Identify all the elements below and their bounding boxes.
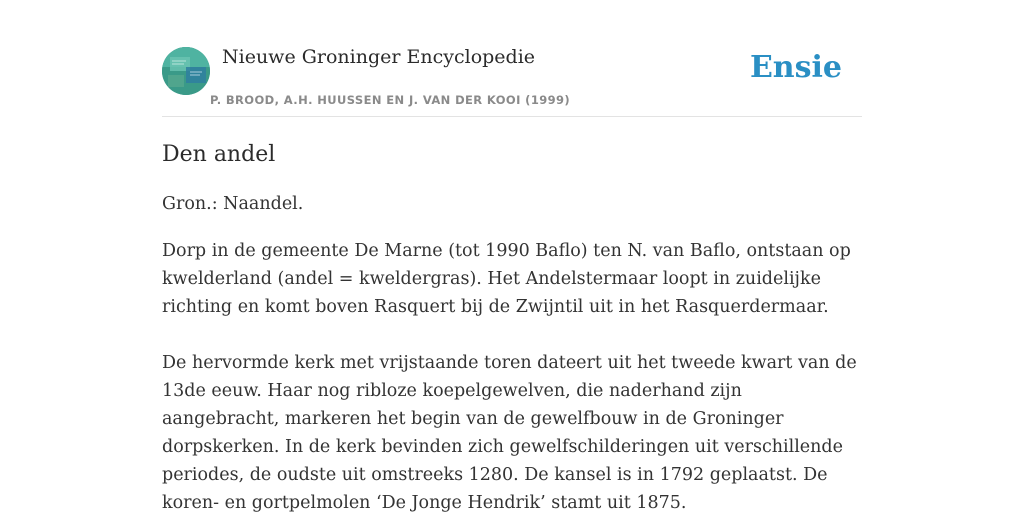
entry-paragraph: De hervormde kerk met vrijstaande toren dateert uit het tweede kwart van de 13de eeuw. Haar nog ribloze koepelgewelven, die naderhand zijn aangebracht, markeren het begin van de gewelfbouw in de Groninger dorpskerken. In de kerk bevinden zich gewelfschilderingen uit verschillende periodes, de oudste uit omstreeks 1280. De kansel is in 1792 geplaatst. De koren- en gortpelmolen ‘De Jonge Hendrik’ stamt uit 1875. xyxy=(162,353,857,512)
book-cover-avatar[interactable] xyxy=(162,47,210,95)
book-cover-image xyxy=(162,47,210,95)
entry-content xyxy=(162,138,862,512)
entry-alias: Gron.: Naandel. xyxy=(162,194,304,214)
book-title[interactable]: Nieuwe Groninger Encyclopedie xyxy=(222,46,536,68)
page-header xyxy=(162,40,862,117)
ensie-logo-link[interactable]: Ensie xyxy=(749,50,842,85)
book-authors: P. BROOD, A.H. HUUSSEN EN J. VAN DER KOOI (1999) xyxy=(210,93,571,107)
entry-paragraph: Dorp in de gemeente De Marne (tot 1990 Baflo) ten N. van Baflo, ontstaan op kwelderland (andel = kweldergras). Het Andelstermaar loopt in zuidelijke richting en komt boven Rasquert bij de Zwijntil uit in het Rasquerdermaar. xyxy=(162,241,851,317)
entry-title: Den andel xyxy=(162,142,276,167)
